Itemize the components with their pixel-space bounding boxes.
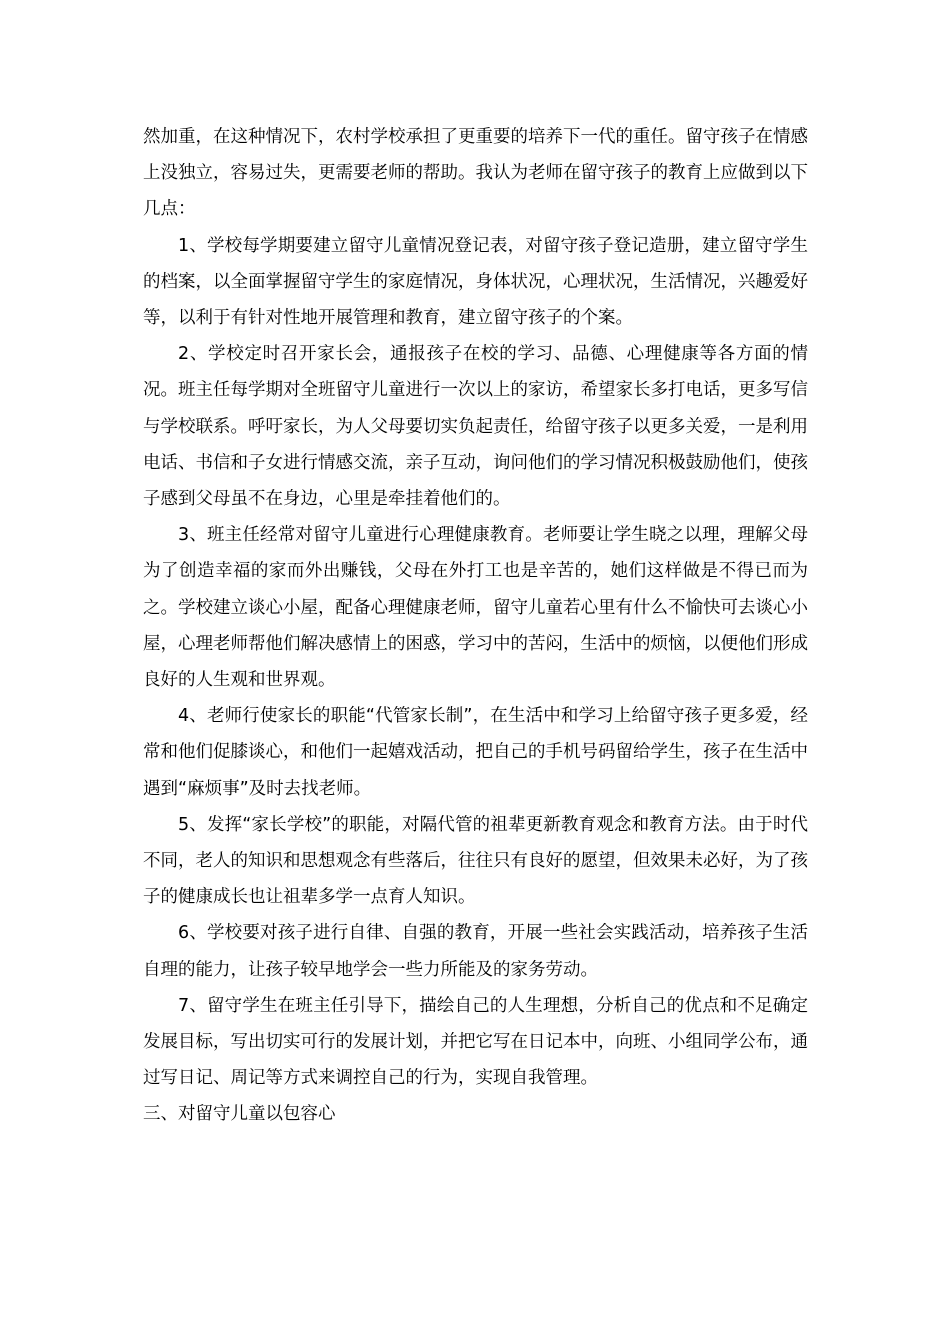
paragraph-item-6: 6、学校要对孩子进行自律、自强的教育，开展一些社会实践活动，培养孩子生活自理的能力，让孩子较早地学会一些力所能及的家务劳动。 [143, 923, 808, 980]
paragraph-item-2: 2、学校定时召开家长会，通报孩子在校的学习、品德、心理健康等各方面的情况。班主任每学期对全班留守儿童进行一次以上的家访，希望家长多打电话，更多写信与学校联系。呼吁家长，为人父母要切实负起责任，给留守孩子以更多关爱，一是利用电话、书信和子女进行情感交流，亲子互动，询问他们的学习情况积极鼓励他们，使孩子感到父母虽不在身边，心里是牵挂着他们的。 [143, 344, 808, 510]
paragraph-item-7: 7、留守学生在班主任引导下，描绘自己的人生理想，分析自己的优点和不足确定发展目标，写出切实可行的发展计划，并把它写在日记本中，向班、小组同学公布，通过写日记、周记等方式来调控自己的行为，实现自我管理。 [143, 995, 808, 1089]
document-body [143, 119, 808, 1133]
section-heading: 三、对留守儿童以包容心 [143, 1104, 336, 1125]
paragraph-item-1: 1、学校每学期要建立留守儿童情况登记表，对留守孩子登记造册，建立留守学生的档案，以全面掌握留守学生的家庭情况，身体状况，心理状况，生活情况，兴趣爱好等，以利于有针对性地开展管理和教育，建立留守孩子的个案。 [143, 235, 808, 329]
paragraph-item-3: 3、班主任经常对留守儿童进行心理健康教育。老师要让学生晓之以理，理解父母为了创造幸福的家而外出赚钱，父母在外打工也是辛苦的，她们这样做是不得已而为之。学校建立谈心小屋，配备心理健康老师，留守儿童若心里有什么不愉快可去谈心小屋，心理老师帮他们解决感情上的困惑，学习中的苦闷，生活中的烦恼，以便他们形成良好的人生观和世界观。 [143, 525, 808, 691]
paragraph-item-5: 5、发挥“家长学校”的职能，对隔代管的祖辈更新教育观念和教育方法。由于时代不同，老人的知识和思想观念有些落后，往往只有良好的愿望，但效果未必好，为了孩子的健康成长也让祖辈多学一点育人知识。 [143, 814, 808, 908]
paragraph-item-4: 4、老师行使家长的职能“代管家长制”，在生活中和学习上给留守孩子更多爱，经常和他们促膝谈心，和他们一起嬉戏活动，把自己的手机号码留给学生，孩子在生活中遇到“麻烦事”及时去找老师。 [143, 706, 808, 799]
paragraph-continuation: 然加重，在这种情况下，农村学校承担了更重要的培养下一代的重任。留守孩子在情感上没独立，容易过失，更需要老师的帮助。我认为老师在留守孩子的教育上应做到以下几点： [143, 127, 808, 220]
